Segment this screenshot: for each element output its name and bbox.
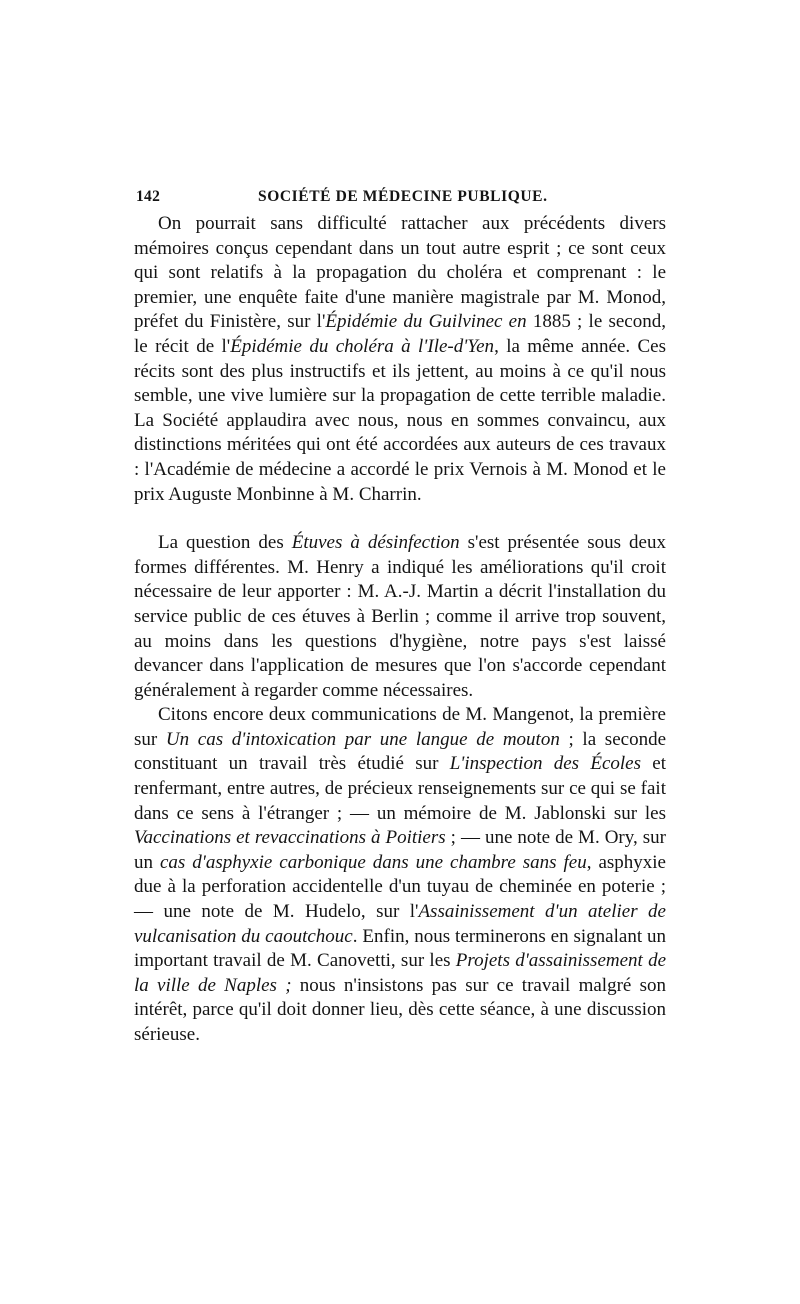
italic-title: Un cas d'intoxication par une langue de mouton xyxy=(165,728,560,750)
text-run: Citons encore deux communications de M. Mangenot, la première sur xyxy=(134,704,666,750)
text-run: . Enfin, nous terminerons en signalant un important travail de M. Canovetti, sur les xyxy=(134,925,666,972)
text-run: ; — une note de M. Ory, sur un xyxy=(134,827,666,873)
italic-title: Épidémie du Guilvinec en xyxy=(325,311,527,333)
italic-title: Épidémie du choléra à l'Ile-d'Yen xyxy=(230,335,495,357)
text-run: ; la seconde constituant un travail très étudié sur xyxy=(134,728,666,775)
text-run: On pourrait sans difficulté rattacher aux précédents divers mémoires conçus cependant dans un tout autre esprit ; ce sont ceux qui sont relatifs à la propagation du choléra et comprenant : le premier, une enquête faite d'une manière magistrale par M. Monod, préfet du Finistère, sur l' xyxy=(134,213,666,333)
paragraph-other-communications xyxy=(134,703,666,1047)
text-run: , asphyxie due à la perforation accidentelle d'un tuyau de cheminée en poterie ; — une note de M. Hudelo, sur l' xyxy=(134,851,666,923)
text-run: s'est présentée sous deux formes différentes. M. Henry a indiqué les améliorations qu'il croit nécessaire de leur apporter : M. A.-J. Martin a décrit l'installation du service public de ces étuves à Berlin ; comme il arrive trop souvent, au moins dans les questions d'hygiène, notre pays s'est laissé devancer dans l'application de mesures que l'on s'accorde cependant généralement à regarder comme nécessaires. xyxy=(134,532,666,701)
running-head-title: SOCIÉTÉ DE MÉDECINE PUBLIQUE. xyxy=(258,188,548,205)
paragraph-spacer xyxy=(134,507,666,531)
book-page xyxy=(134,186,666,1048)
text-run: 1885 ; le second, le récit de l' xyxy=(134,311,666,357)
italic-title: Vaccinations et revaccinations à Poitiers xyxy=(134,827,446,849)
italic-title: Étuves à désinfection xyxy=(291,532,460,554)
paragraph-cholera-reports xyxy=(134,212,666,507)
text-run: , la même année. Ces récits sont des plus instructifs et ils jettent, au moins à ce qu'il nous semble, une vive lumière sur la propagation de cette terrible maladie. La Société applaudira avec nous, nous en sommes convaincu, aux distinctions méritées qui ont été accordées aux auteurs de ces travaux : l'Académie de médecine a accordé le prix Vernois à M. Monod et le prix Auguste Monbinne à M. Charrin. xyxy=(134,335,666,505)
running-head xyxy=(134,186,666,212)
page-number: 142 xyxy=(136,188,161,205)
italic-title: L'inspection des Écoles xyxy=(449,753,641,775)
text-run: La question des xyxy=(158,532,292,554)
paragraph-disinfection-ovens xyxy=(134,531,666,703)
italic-title: cas d'asphyxie carbonique dans une chambre sans feu xyxy=(159,851,587,873)
italic-title: Assainissement d'un atelier de vulcanisation du caoutchouc xyxy=(134,901,666,947)
text-run: et renfermant, entre autres, de précieux renseignements sur ce qui se fait dans ce sens à l'étranger ; — un mémoire de M. Jablonski sur les xyxy=(134,753,667,824)
text-run: nous n'insistons pas sur ce travail malgré son intérêt, parce qu'il doit donner lieu, dès cette séance, à une discussion sérieuse. xyxy=(134,974,666,1045)
italic-title: Projets d'assainissement de la ville de Naples ; xyxy=(134,950,667,996)
